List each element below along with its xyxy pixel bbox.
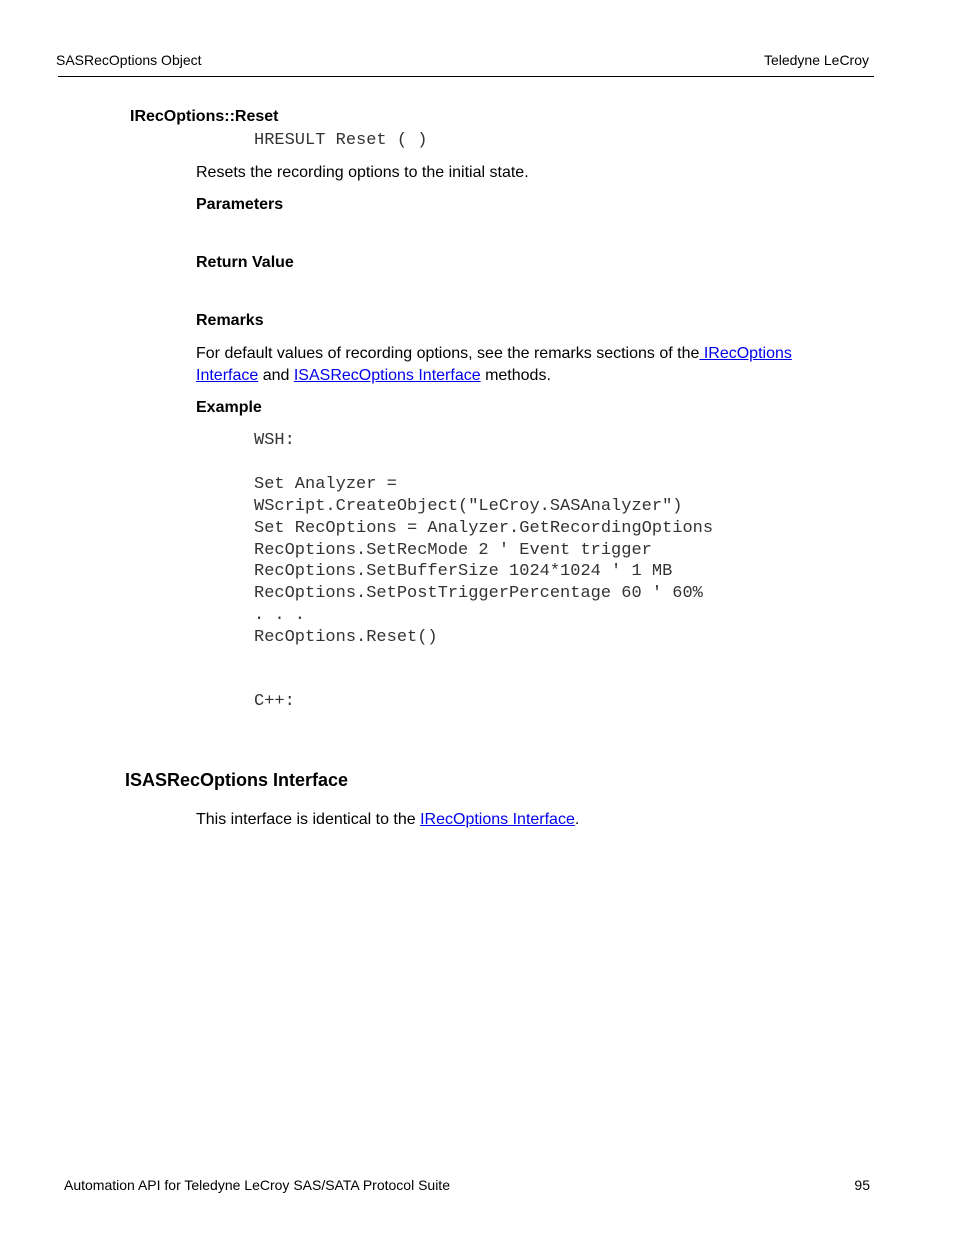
header-company: Teledyne LeCroy	[763, 52, 869, 68]
method-description: Resets the recording options to the initial state.	[196, 164, 529, 181]
remarks-line-1	[196, 343, 792, 365]
isasrecoptions-interface-link[interactable]: ISASRecOptions Interface	[293, 367, 481, 384]
example-code-cpp: C++:	[254, 692, 295, 711]
interface-text: This interface is identical to the	[196, 811, 421, 828]
remarks-line-2	[196, 365, 551, 387]
example-code-wsh: WSH: Set Analyzer = WScript.CreateObject("LeCroy.SASAnalyzer") Set RecOptions = Analyzer.GetRecordingOptions RecOptions.SetRecMode 2 ' Event trigger RecOptions.SetBufferSize 1024*1024 ' 1 MB RecOptions.SetPostTriggerPercentage 60 ' 60% . . . RecOptions.Reset()	[254, 431, 714, 648]
method-signature: HRESULT Reset ( )	[254, 131, 428, 150]
interface-period: .	[574, 811, 580, 828]
return-value-heading: Return Value	[196, 254, 294, 271]
parameters-heading: Parameters	[196, 196, 284, 213]
header-section-title: SASRecOptions Object	[56, 52, 202, 68]
remarks-text: For default values of recording options, see the remarks sections of the	[196, 345, 700, 362]
interface-description	[196, 809, 579, 831]
interface-title: ISASRecOptions Interface	[125, 770, 349, 790]
footer-title: Automation API for Teledyne LeCroy SAS/SATA Protocol Suite	[64, 1177, 450, 1193]
header-rule	[58, 76, 874, 77]
example-heading: Example	[196, 399, 262, 416]
irecoptions-interface-link-cont[interactable]: Interface	[196, 367, 259, 384]
irecoptions-interface-link-2[interactable]: IRecOptions Interface	[420, 811, 575, 828]
footer-page-number: 95	[854, 1177, 870, 1193]
remarks-heading: Remarks	[196, 312, 264, 329]
method-title: IRecOptions::Reset	[130, 108, 279, 125]
irecoptions-interface-link[interactable]: IRecOptions	[699, 345, 792, 362]
remarks-methods-text: methods.	[480, 367, 551, 384]
remarks-and-text: and	[258, 367, 294, 384]
